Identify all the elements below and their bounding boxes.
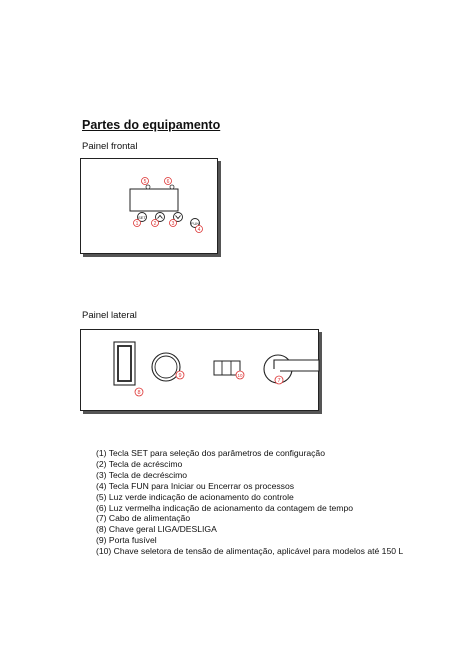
legend-item: (3) Tecla de decréscimo — [96, 469, 188, 480]
parts-legend — [96, 448, 416, 557]
callout-3-label: 3 — [171, 221, 175, 227]
legend-item: (7) Cabo de alimentação — [96, 513, 191, 524]
legend-item: (4) Tecla FUN para Iniciar ou Encerrar os processos — [96, 480, 295, 491]
legend-item: (5) Luz verde indicação de acionamento do controle — [96, 491, 294, 502]
side-panel-drawing — [81, 330, 318, 410]
callout-7-label: 7 — [277, 378, 281, 385]
fuse-holder-inner — [155, 356, 177, 378]
legend-item: (6) Luz vermelha indicação de acionamento da contagem de tempo — [96, 502, 354, 513]
callout-6-label: 6 — [166, 179, 170, 185]
set-key-label: SET — [138, 214, 146, 220]
legend-item: (1) Tecla SET para seleção dos parâmetros de configuração — [96, 448, 325, 458]
legend-item: (8) Chave geral LIGA/DESLIGA — [96, 524, 217, 535]
voltage-selector-switch — [214, 361, 240, 375]
callout-5-label: 5 — [143, 179, 147, 185]
display-window — [130, 189, 178, 211]
legend-item: (9) Porta fusível — [96, 535, 157, 546]
callout-10-label: 10 — [237, 373, 243, 378]
side-panel-label: Painel lateral — [82, 310, 137, 321]
callout-2-label: 2 — [153, 221, 157, 227]
callout-9-label: 9 — [178, 373, 182, 380]
callout-8-label: 8 — [137, 390, 141, 397]
legend-item: (2) Tecla de acréscimo — [96, 458, 183, 469]
main-power-switch-rocker — [118, 346, 131, 381]
section-title: Partes do equipamento — [82, 118, 221, 132]
fun-key-label: FUN — [190, 220, 200, 226]
power-cable — [274, 360, 319, 371]
legend-item: (10) Chave seletora de tensão de alimentação, aplicável para modelos até 150 L — [96, 546, 404, 557]
green-led — [146, 185, 150, 189]
red-led — [170, 185, 174, 189]
callout-4-label: 4 — [197, 227, 201, 233]
callout-1-label: 1 — [135, 221, 139, 227]
front-panel-drawing — [81, 159, 217, 253]
side-panel-diagram — [80, 329, 319, 411]
front-panel-label: Painel frontal — [82, 141, 138, 152]
front-panel-diagram — [80, 158, 218, 254]
